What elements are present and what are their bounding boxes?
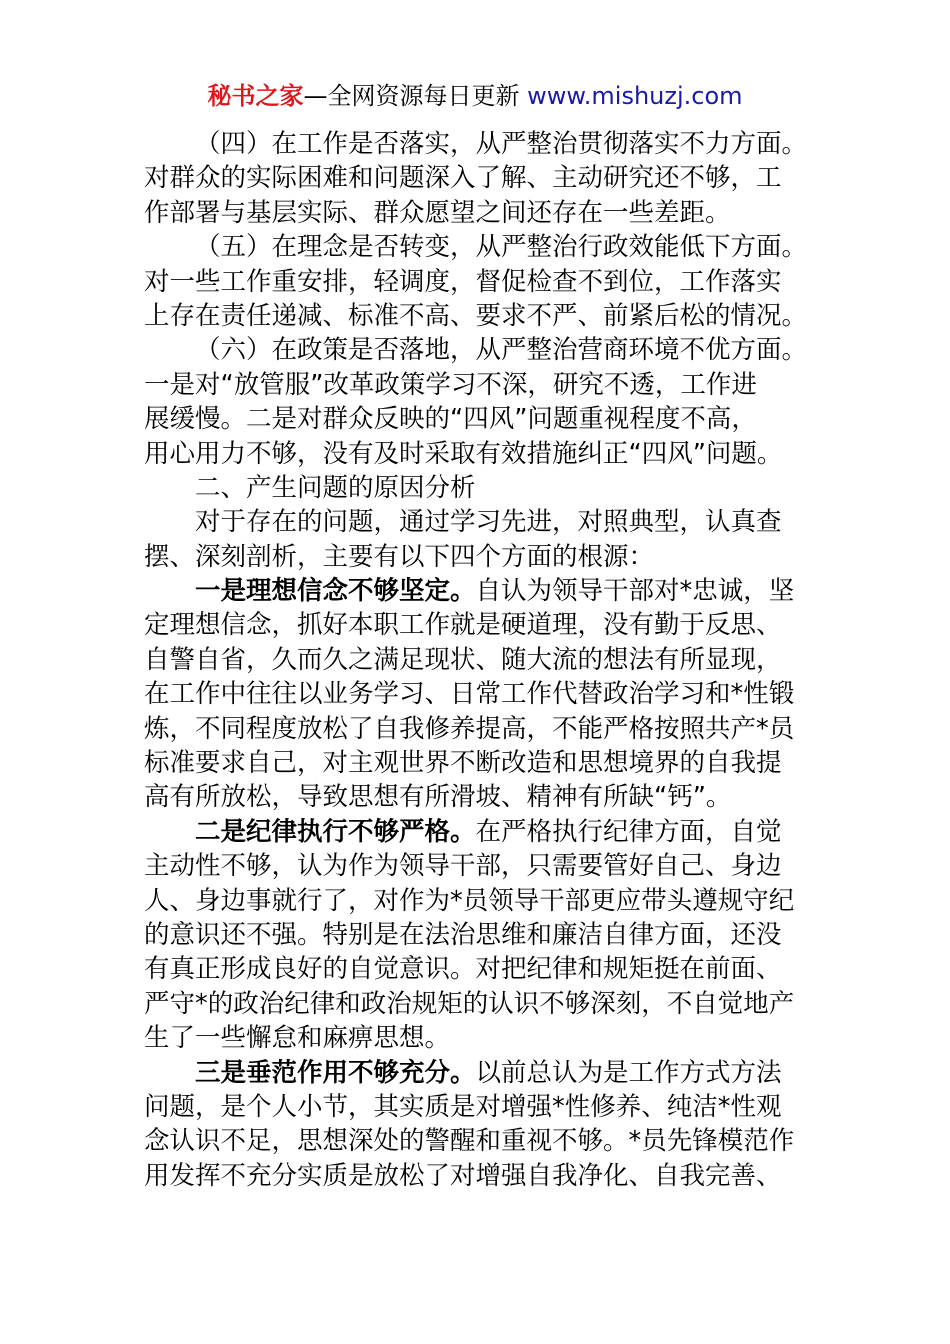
text-line — [144, 952, 814, 986]
line-text: 在严格执行纪律方面，自觉 — [475, 816, 782, 847]
line-text: 在工作中往往以业务学习、日常工作代替政治学习和*性锻 — [144, 679, 795, 710]
line-text: 人、身边事就行了，对作为*员领导干部更应带头遵规守纪 — [144, 885, 795, 916]
bold-lead-phrase: 三是垂范作用不够充分。 — [195, 1057, 476, 1088]
text-line — [144, 1056, 814, 1090]
text-line — [144, 780, 814, 814]
text-line — [144, 505, 814, 539]
text-line — [144, 1090, 814, 1124]
text-line — [144, 471, 814, 505]
line-text: 二、产生问题的原因分析 — [195, 472, 476, 503]
bold-lead-phrase: 一是理想信念不够坚定。 — [195, 576, 476, 607]
text-line — [144, 1159, 814, 1193]
site-header — [0, 80, 950, 112]
brand-name: 秘书之家 — [207, 82, 304, 110]
line-text: 一是对“放管服”改革政策学习不深，研究不透，工作进 — [144, 369, 757, 400]
site-url[interactable]: www.mishuzj.com — [527, 82, 743, 110]
text-line — [144, 161, 814, 195]
text-line — [144, 265, 814, 299]
text-line — [144, 333, 814, 367]
line-text: 用发挥不充分实质是放松了对增强自我净化、自我完善、 — [144, 1160, 782, 1191]
line-text: 展缓慢。二是对群众反映的“四风”问题重视程度不高， — [144, 404, 757, 435]
header-tagline: —全网资源每日更新 — [303, 82, 528, 110]
text-line — [144, 230, 814, 264]
line-text: 的意识还不强。特别是在法治思维和廉洁自律方面，还没 — [144, 919, 782, 950]
text-line — [144, 712, 814, 746]
text-line — [144, 1124, 814, 1158]
text-line — [144, 574, 814, 608]
bold-lead-phrase: 二是纪律执行不够严格。 — [195, 816, 476, 847]
text-line — [144, 540, 814, 574]
line-text: 问题，是个人小节，其实质是对增强*性修养、纯洁*性观 — [144, 1091, 782, 1122]
line-text: 对一些工作重安排，轻调度，督促检查不到位，工作落实 — [144, 266, 782, 297]
text-line — [144, 402, 814, 436]
line-text: 炼，不同程度放松了自我修养提高，不能严格按照共产*员 — [144, 713, 795, 744]
text-line — [144, 884, 814, 918]
text-line — [144, 299, 814, 333]
text-line — [144, 746, 814, 780]
line-text: 用心用力不够，没有及时采取有效措施纠正“四风”问题。 — [144, 438, 783, 469]
line-text: 标准要求自己，对主观世界不断改造和思想境界的自我提 — [144, 748, 782, 779]
line-text: 上存在责任递减、标准不高、要求不严、前紧后松的情况。 — [144, 300, 808, 331]
line-text: 主动性不够，认为作为领导干部，只需要管好自己、身边 — [144, 851, 782, 882]
line-text: （六）在政策是否落地，从严整治营商环境不优方面。 — [195, 335, 808, 366]
text-line — [144, 918, 814, 952]
line-text: 摆、深刻剖析，主要有以下四个方面的根源： — [144, 541, 655, 572]
text-line — [144, 608, 814, 642]
document-body — [144, 127, 814, 1193]
text-line — [144, 368, 814, 402]
line-text: 严守*的政治纪律和政治规矩的认识不够深刻，不自觉地产 — [144, 988, 795, 1019]
text-line — [144, 196, 814, 230]
line-text: （五）在理念是否转变，从严整治行政效能低下方面。 — [195, 232, 808, 263]
line-text: 有真正形成良好的自觉意识。对把纪律和规矩挺在前面、 — [144, 954, 782, 985]
text-line — [144, 849, 814, 883]
line-text: （四）在工作是否落实，从严整治贯彻落实不力方面。 — [195, 129, 808, 159]
text-line — [144, 1021, 814, 1055]
line-text: 自警自省，久而久之满足现状、随大流的想法有所显现， — [144, 644, 782, 675]
line-text: 对于存在的问题，通过学习先进，对照典型，认真查 — [195, 507, 782, 538]
line-text: 对群众的实际困难和问题深入了解、主动研究还不够，工 — [144, 163, 782, 194]
line-text: 自认为领导干部对*忠诚，坚 — [475, 576, 795, 607]
line-text: 定理想信念，抓好本职工作就是硬道理，没有勤于反思、 — [144, 610, 782, 641]
text-line — [144, 127, 814, 161]
text-line — [144, 815, 814, 849]
text-line — [144, 437, 814, 471]
line-text: 念认识不足，思想深处的警醒和重视不够。*员先锋模范作 — [144, 1126, 795, 1157]
line-text: 生了一些懈怠和麻痹思想。 — [144, 1023, 451, 1054]
text-line — [144, 677, 814, 711]
text-line — [144, 643, 814, 677]
text-line — [144, 987, 814, 1021]
line-text: 以前总认为是工作方式方法 — [475, 1057, 782, 1088]
line-text: 作部署与基层实际、群众愿望之间还存在一些差距。 — [144, 197, 731, 228]
line-text: 高有所放松，导致思想有所滑坡、精神有所缺“钙”。 — [144, 782, 732, 813]
